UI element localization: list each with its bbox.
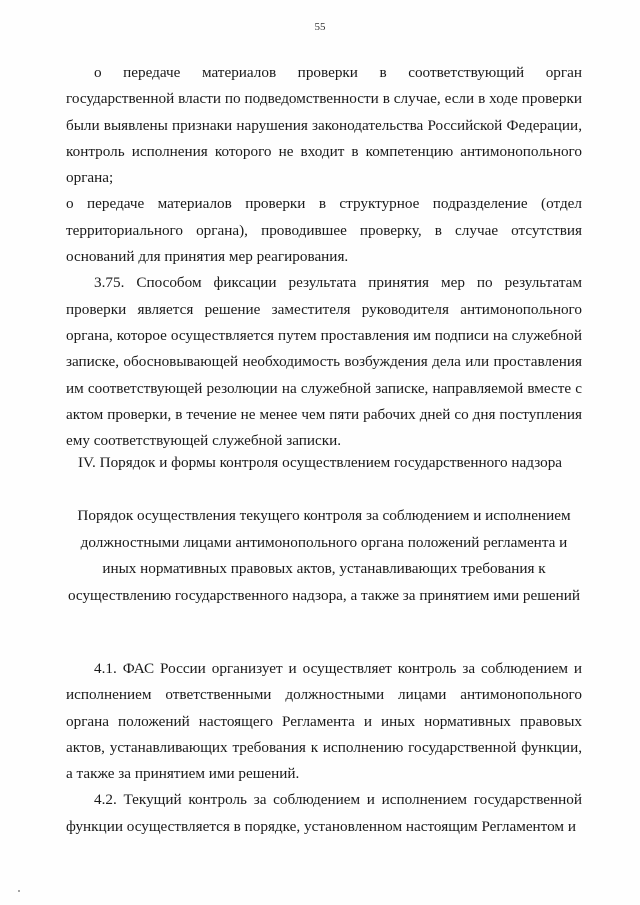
paragraph-transfer-to-department: о передаче материалов проверки в структурное подразделение (отдел территориального органа), проводившее проверку, в случае отсутствия оснований для принятия мер реагирования. (66, 195, 582, 266)
paragraph-transfer-to-authority: о передаче материалов проверки в соответствующий орган государственной власти по подведомственности в случае, если в ходе проверки были выявлены признаки нарушения законодательства Российской Федерации, контроль исполнения которого не входит в компетенцию антимонопольного органа; (66, 64, 582, 187)
scan-speck (18, 890, 20, 892)
paragraph-4-2: 4.2. Текущий контроль за соблюдением и исполнением государственной функции осуществляется в порядке, установленном настоящим Регламентом и (66, 791, 582, 835)
text-block-top (66, 60, 582, 454)
paragraph-3-75: 3.75. Способом фиксации результата принятия мер по результатам проверки является решение заместителя руководителя антимонопольного органа, которое осуществляется путем проставления им подписи на служебной записке, обосновывающей необходимость возбуждения дела или проставления им соответствующей резолюции на служебной записке, направляемой вместе с актом проверки, в течение не менее чем пяти рабочих дней со дня поступления ему соответствующей служебной записки. (66, 274, 582, 450)
page-number: 55 (314, 21, 326, 33)
subsection-heading: Порядок осуществления текущего контроля за соблюдением и исполнением должностными лицами антимонопольного органа положений регламента и иных нормативных правовых актов, устанавливающих требования к осуществлению государственного надзора, а также за принятием ими решений (67, 507, 581, 604)
text-block-bottom (66, 656, 582, 840)
paragraph-4-1: 4.1. ФАС России организует и осуществляет контроль за соблюдением и исполнением ответственными должностными лицами антимонопольного органа положений настоящего Регламента и иных нормативных правовых актов, устанавливающих требования к исполнению государственной функции, а также за принятием ими решений. (66, 660, 582, 783)
section-heading: IV. Порядок и формы контроля осуществлением государственного надзора (77, 454, 563, 471)
